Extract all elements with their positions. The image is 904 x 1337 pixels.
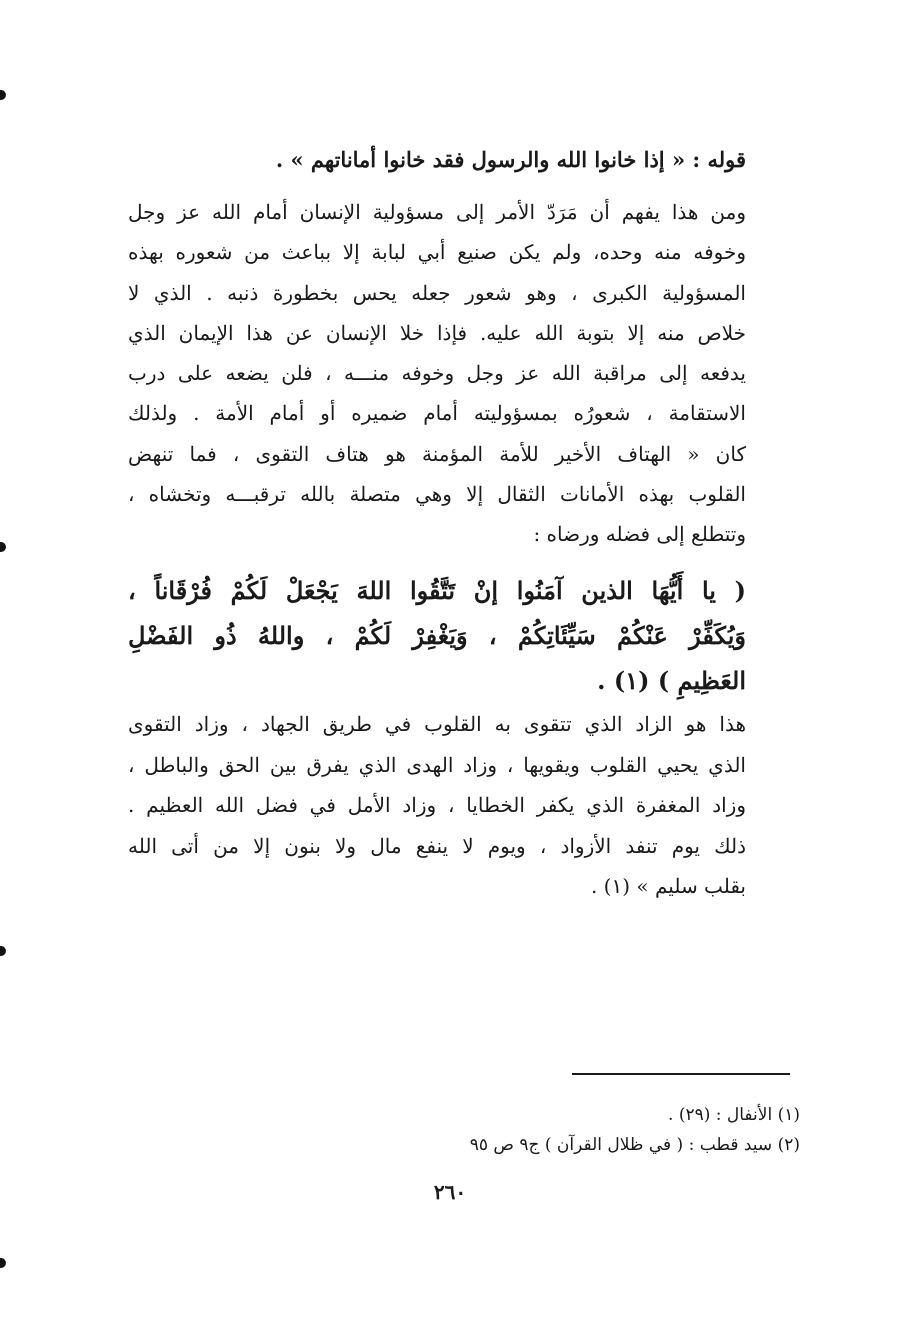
footnote-separator — [572, 1073, 790, 1075]
paragraph-line: ذلك يوم تنفد الأزواد ، ويوم لا ينفع مال ولا بنون إلا من أتى الله — [128, 833, 746, 858]
paragraph-line: الذي يحيي القلوب ويقويها ، وزاد الهدى الذي يفرق بين الحق والباطل ، — [128, 752, 746, 777]
paragraph-line: كان « الهتاف الأخير للأمة المؤمنة هو هتاف التقوى ، فما تنهض — [128, 441, 746, 466]
paragraph-line: بقلب سليم » (١) . — [590, 874, 746, 898]
paragraph-2 — [128, 704, 746, 907]
paragraph-line: وزاد المغفرة الذي يكفر الخطايا ، وزاد الأمل في فضل الله العظيم . — [128, 793, 746, 817]
verse-line: العَظِيمِ ) (١) . — [597, 666, 746, 695]
paragraph-line: الاستقامة ، شعورُه بمسؤوليته أمام ضميره أو أمام الأمة . ولذلك — [128, 401, 746, 426]
page-edge-mark — [0, 1258, 6, 1268]
paragraph-line: وتتطلع إلى فضله ورضاه : — [533, 522, 746, 547]
verse-line: ( يا أَيُّهَا الذين آمَنُوا إنْ تَتَّقُوا اللهَ يَجْعَلْ لَكُمْ فُرْقَاناً ، — [128, 576, 746, 605]
paragraph-line: ومن هذا يفهم أن مَرَدّ الأمر إلى مسؤولية الإنسان أمام الله عز وجل — [128, 200, 746, 224]
verse-line: وَيُكَفِّرْ عَنْكُمْ سَيِّئَاتِكُمْ ، وَيَغْفِرْ لَكُمْ ، واللهُ ذُو الفَضْلِ — [128, 621, 746, 650]
intro-quote — [128, 140, 746, 180]
paragraph-line: هذا هو الزاد الذي تتقوى به القلوب في طريق الجهاد ، وزاد التقوى — [128, 712, 746, 736]
paragraph-line: وخوفه منه وحده، ولم يكن صنيع أبي لبابة إلا بباعث من شعوره بهذه — [128, 240, 746, 265]
footnote-2: (٢) سيد قطب : ( في ظلال القرآن ) ج٩ ص ٩٥ — [469, 1135, 800, 1155]
footnotes — [360, 1100, 800, 1160]
paragraph-1 — [128, 192, 746, 555]
paragraph-line: القلوب بهذه الأمانات الثقال إلا وهي متصلة بالله ترقبـــه وتخشاه ، — [128, 482, 746, 507]
paragraph-line: خلاص منه إلا بتوبة الله عليه. فإذا خلا الإنسان عن هذا الإيمان الذي — [128, 320, 746, 345]
paragraph-line: يدفعه إلى مراقبة الله عز وجل وخوفه منـــه ، فلن يضعه على درب — [128, 361, 746, 386]
intro-line: قوله : « إذا خانوا الله والرسول فقد خانوا أماناتهم » . — [275, 147, 746, 172]
page-number: ٢٦٠ — [433, 1180, 467, 1204]
page-edge-mark — [0, 90, 6, 100]
paragraph-line: المسؤولية الكبرى ، وهو شعور جعله يحس بخطورة ذنبه . الذي لا — [128, 280, 746, 305]
page-edge-mark — [0, 946, 6, 956]
footnote-1: (١) الأنفال : (٢٩) . — [668, 1105, 800, 1125]
quran-verse — [128, 568, 746, 703]
page-edge-mark — [0, 542, 6, 552]
